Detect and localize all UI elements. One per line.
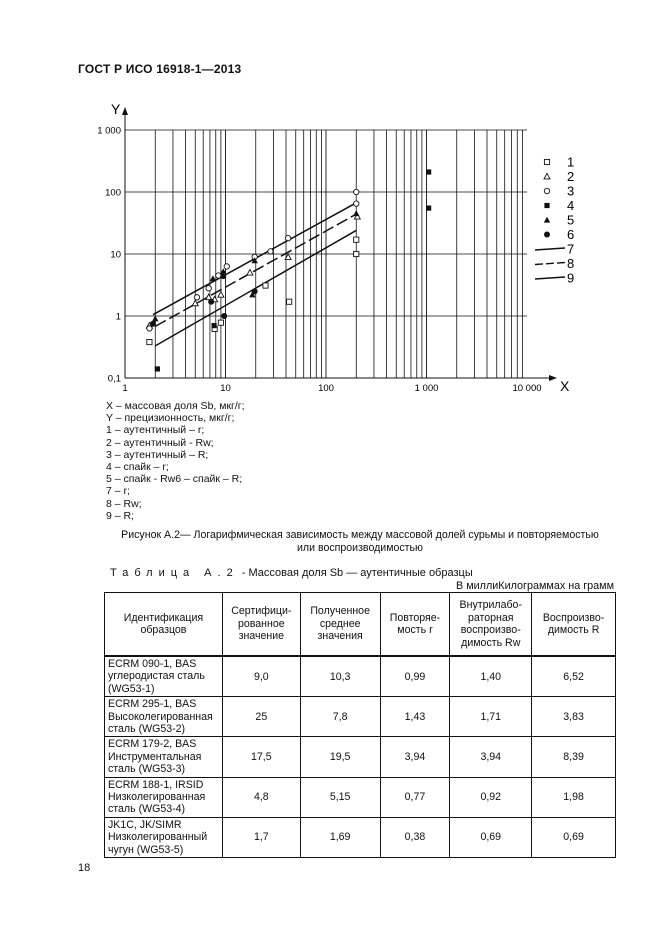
column-header: Повторяе-мость r [380,593,450,657]
legend-line: 5 – спайк - Rw6 – спайк – R; [106,473,243,486]
legend-line: 2 – аутентичный - Rw; [106,436,214,449]
sample-id-line: (WG53-1) [108,682,155,695]
sample-id-line: ECRM 179-2, BAS [108,738,197,751]
y-axis-letter: Y [111,101,121,117]
column-header: Полученное среднее значения [300,593,380,657]
data-point-series-6 [221,313,227,319]
table-row [105,656,616,697]
data-point-series-2 [247,269,253,275]
figure-caption [100,529,620,554]
mean-cell: 1,69 [300,817,380,857]
figure-caption-line1: Рисунок А.2— Логарифмическая зависимость между массовой долей сурьмы и повторяемостью [121,529,599,541]
legend-line: 7 – r; [106,485,130,498]
reproducibility-cell: 6,52 [532,656,616,697]
sample-id-line: сталь (WG53-4) [108,803,186,816]
y-tick-label: 1 [115,311,121,323]
x-tick-label: 100 [318,383,334,394]
data-point-series-3 [147,326,152,331]
reproducibility-cell: 0,69 [532,817,616,857]
intralab-cell: 0,92 [450,777,532,817]
data-point-series-6 [220,273,226,279]
sample-id-cell [105,697,223,737]
x-tick-label: 10 000 [512,383,542,394]
certified-cell: 4,8 [222,777,300,817]
table-row [105,817,616,857]
data-point-series-3 [194,295,199,300]
sample-id-line: сталь (WG53-3) [108,763,186,776]
sample-id-line: ECRM 295-1, BAS [108,698,197,711]
data-point-series-4 [426,169,431,174]
legend-marker-1 [544,159,549,164]
page-number: 18 [78,862,91,874]
y-tick-label: 0,1 [107,373,121,385]
legend-line: X – массовая доля Sb, мкг/г; [106,400,245,412]
repeatability-cell: 0,38 [380,817,450,857]
legend-label: 3 [567,183,575,199]
sample-id-line: ECRM 188-1, IRSID [108,778,204,791]
repeatability-cell: 0,77 [380,777,450,817]
data-point-series-4 [211,323,216,328]
data-point-series-1 [147,339,152,344]
sample-id-line: Высоколегированная [108,710,213,723]
legend-marker-6 [544,232,550,238]
data-point-series-5 [210,275,216,281]
column-header: Идентификация образцов [105,593,223,657]
y-tick-label: 10 [110,249,121,261]
table-header-row [105,593,616,657]
x-tick-label: 1 000 [414,383,439,394]
legend-marker-2 [544,173,550,179]
data-point-series-6 [208,299,214,305]
legend-line: 8 – Rw; [106,497,142,510]
sample-id-cell [105,777,223,817]
reproducibility-cell: 1,98 [532,777,616,817]
intralab-cell: 1,71 [450,697,532,737]
data-point-series-4 [155,366,160,371]
results-table [104,592,616,858]
data-point-series-3 [268,249,273,254]
data-point-series-3 [354,201,359,206]
legend-label: 8 [567,256,575,271]
certified-cell: 17,5 [222,737,300,777]
data-point-series-3 [224,264,229,269]
reproducibility-cell: 3,83 [532,697,616,737]
legend-line-sample-8 [535,263,565,265]
legend-marker-3 [544,188,549,193]
sample-id-line: Инструментальная [108,750,202,763]
sample-id-line: Низколегированный [108,831,208,844]
figure-caption-line2: или воспроизводимостью [296,541,423,554]
standard-header: ГОСТ Р ИСО 16918-1—2013 [78,62,242,76]
legend-label: 4 [567,198,575,213]
sample-id-line: углеродистая сталь [108,670,205,683]
data-point-series-1 [263,283,268,288]
data-point-series-2 [218,292,224,298]
x-tick-label: 10 [220,383,231,394]
data-point-series-3 [206,286,211,291]
x-axis-arrow [549,375,557,381]
sample-id-line: JK1C, JK/SIMR [108,818,182,831]
data-point-series-1 [354,237,359,242]
mean-cell: 5,15 [300,777,380,817]
sample-id-cell [105,737,223,777]
intralab-cell: 0,69 [450,817,532,857]
data-point-series-4 [426,205,431,210]
precision-log-chart [0,0,661,400]
mean-cell: 19,5 [300,737,380,777]
sample-id-line: сталь (WG53-2) [108,723,186,736]
legend-line: 3 – аутентичный – R; [106,448,209,461]
chart-legend-text [106,400,245,522]
legend-label: 6 [567,227,575,242]
repeatability-cell: 0,99 [380,656,450,697]
data-point-series-6 [252,288,258,294]
x-tick-label: 1 [122,383,128,394]
y-tick-label: 100 [105,187,121,199]
data-point-series-1 [287,299,292,304]
mean-cell: 7,8 [300,697,380,737]
data-point-series-3 [285,235,290,240]
table-unit: В миллиКилограммах на грамм [456,580,614,592]
data-point-series-1 [218,320,223,325]
intralab-cell: 3,94 [450,737,532,777]
y-tick-label: 1 000 [97,125,121,137]
legend-line: 1 – аутентичный – r; [106,424,205,437]
legend-line-sample-7 [535,248,565,250]
legend-label: 2 [567,169,575,184]
certified-cell: 1,7 [222,817,300,857]
certified-cell: 9,0 [222,656,300,697]
reproducibility-cell: 8,39 [532,737,616,777]
table-caption [110,567,473,579]
legend-label: 9 [567,270,575,286]
column-header: Внутрилабо-раторная воспроизво-димость Rw [450,593,532,657]
column-header: Сертифици-рованное значение [222,593,300,657]
data-point-series-3 [354,189,359,194]
legend-label: 7 [567,241,575,257]
certified-cell: 25 [222,697,300,737]
sample-id-line: чугун (WG53-5) [108,843,184,856]
table-row [105,777,616,817]
repeatability-cell: 3,94 [380,737,450,777]
table-row [105,737,616,777]
column-header: Воспроизво-димость R [532,593,616,657]
legend-marker-4 [544,203,549,208]
legend-line: 9 – R; [106,509,135,522]
legend-line: Y – прецизионность, мкг/г; [106,412,235,425]
legend-line: 4 – спайк – r; [106,461,169,474]
mean-cell: 10,3 [300,656,380,697]
legend-marker-5 [544,217,550,223]
data-point-series-5 [353,210,359,216]
repeatability-cell: 1,43 [380,697,450,737]
sample-id-line: Низколегированная [108,791,206,804]
table-label: Таблица А.2 [110,567,239,579]
y-axis-arrow [122,107,128,115]
legend-label: 1 [567,154,575,170]
sample-id-cell [105,817,223,857]
legend-line-sample-9 [535,277,565,279]
sample-id-cell [105,656,223,697]
table-title: - Массовая доля Sb — аутентичные образцы [241,567,473,579]
table-row [105,697,616,737]
legend-label: 5 [567,212,575,228]
data-point-series-6 [150,321,156,327]
x-axis-letter: X [560,378,570,394]
data-point-series-3 [216,273,221,278]
intralab-cell: 1,40 [450,656,532,697]
sample-id-line: ECRM 090-1, BAS [108,658,197,670]
data-point-series-1 [354,251,359,256]
